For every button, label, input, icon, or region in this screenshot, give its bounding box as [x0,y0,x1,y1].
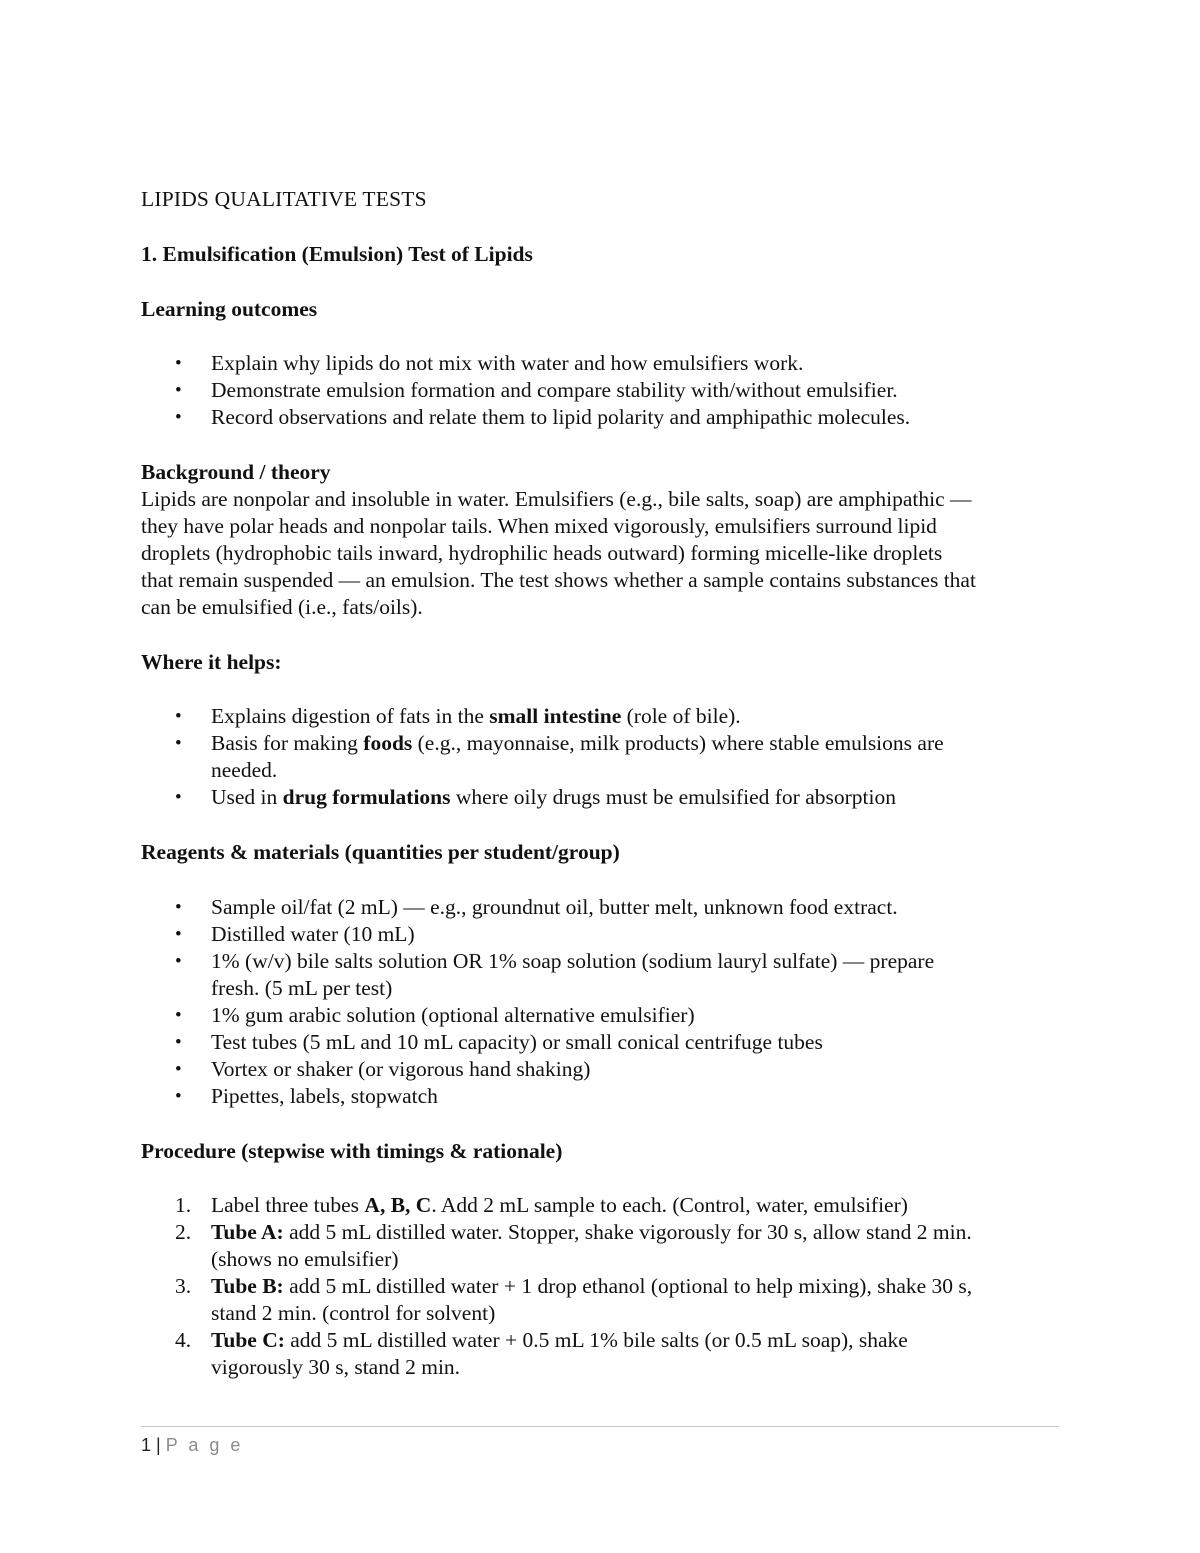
step-number: 2. [175,1220,192,1244]
list-item: • Distilled water (10 mL) [175,922,415,946]
background-heading: Background / theory [141,460,331,484]
paragraph-line: can be emulsified (i.e., fats/oils). [141,595,423,619]
list-item: • Explain why lipids do not mix with water and how emulsifiers work. [175,351,804,375]
procedure-list [141,1192,1066,1381]
list-item: • Record observations and relate them to lipid polarity and amphipathic molecules. [175,405,911,429]
footer-divider [141,1426,1059,1427]
reagents-heading: Reagents & materials (quantities per student/group) [141,840,620,864]
list-item: • Test tubes (5 mL and 10 mL capacity) or small conical centrifuge tubes [175,1030,823,1054]
learning-outcomes-heading: Learning outcomes [141,297,318,321]
footer-separator: | [151,1435,166,1455]
bullet-icon: • [175,706,182,727]
list-item: • Explains digestion of fats in the small intestine (role of bile). [175,704,741,728]
list-item: • Pipettes, labels, stopwatch [175,1084,438,1108]
list-item: • Vortex or shaker (or vigorous hand shaking) [175,1057,591,1081]
page-number: 1 [141,1435,152,1455]
bullet-icon: • [175,787,182,808]
list-item: • Sample oil/fat (2 mL) — e.g., groundnut oil, butter melt, unknown food extract. [175,895,898,919]
bullet-icon: • [175,1032,182,1053]
paragraph-line: droplets (hydrophobic tails inward, hydrophilic heads outward) forming micelle-like droplets [141,541,943,565]
bullet-icon: • [175,1086,182,1107]
list-item: • 1% (w/v) bile salts solution OR 1% soap solution (sodium lauryl sulfate) — prepare fresh. (5 mL per test) [175,949,935,1000]
background-paragraph [141,486,1066,621]
list-item: • Used in drug formulations where oily drugs must be emulsified for absorption [175,785,896,809]
where-it-helps-heading: Where it helps: [141,650,282,674]
procedure-step: 3. Tube B: add 5 mL distilled water + 1 drop ethanol (optional to help mixing), shake 30 s, stand 2 min. (control for solvent) [175,1274,973,1325]
section-heading: 1. Emulsification (Emulsion) Test of Lipids [141,242,533,266]
page-label: P a g e [165,1435,244,1455]
step-number: 4. [175,1328,192,1352]
paragraph-line: that remain suspended — an emulsion. The test shows whether a sample contains substances that [141,568,976,592]
list-item: • 1% gum arabic solution (optional alternative emulsifier) [175,1003,695,1027]
procedure-step: 1. Label three tubes A, B, C. Add 2 mL sample to each. (Control, water, emulsifier) [175,1193,908,1217]
bullet-icon: • [175,380,182,401]
paragraph-line: Lipids are nonpolar and insoluble in water. Emulsifiers (e.g., bile salts, soap) are amphipathic — [141,487,972,511]
list-item: • Demonstrate emulsion formation and compare stability with/without emulsifier. [175,378,898,402]
procedure-step: 4. Tube C: add 5 mL distilled water + 0.5 mL 1% bile salts (or 0.5 mL soap), shake vigorously 30 s, stand 2 min. [175,1328,908,1379]
bullet-icon: • [175,951,182,972]
bullet-icon: • [175,353,182,374]
procedure-heading: Procedure (stepwise with timings & rationale) [141,1139,563,1163]
bullet-icon: • [175,407,182,428]
list-item: • Basis for making foods (e.g., mayonnaise, milk products) where stable emulsions are needed. [175,731,944,782]
bullet-icon: • [175,1059,182,1080]
bullet-icon: • [175,924,182,945]
step-number: 3. [175,1274,192,1298]
document-title: LIPIDS QUALITATIVE TESTS [141,187,427,211]
learning-outcomes-list [141,350,1066,431]
bullet-icon: • [175,897,182,918]
reagents-list [141,894,1066,1110]
bullet-icon: • [175,733,182,754]
page-footer [141,1434,243,1456]
procedure-step: 2. Tube A: add 5 mL distilled water. Stopper, shake vigorously for 30 s, allow stand 2 min. (shows no emulsifier) [175,1220,972,1271]
step-number: 1. [175,1193,192,1217]
bullet-icon: • [175,1005,182,1026]
where-it-helps-list [141,703,1066,811]
paragraph-line: they have polar heads and nonpolar tails. When mixed vigorously, emulsifiers surround lipid [141,514,937,538]
